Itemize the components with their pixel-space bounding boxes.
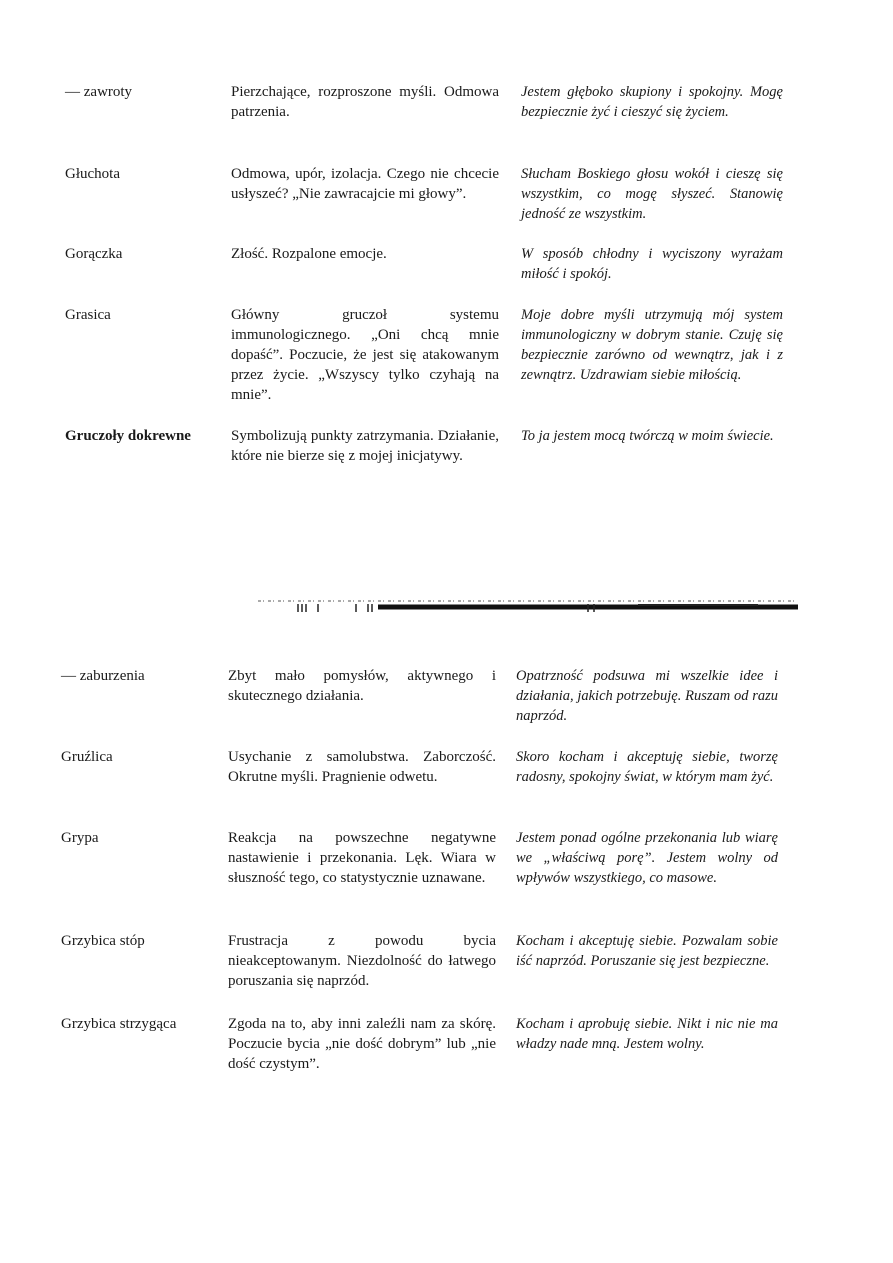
- entry-term: Grzybica strzygąca: [61, 1016, 177, 1032]
- entry-affirmation: To ja jestem mocą twórczą w moim świecie.: [521, 428, 774, 444]
- entry-cause: Zbyt mało pomysłów, aktywnego i skutecznego działania.: [228, 668, 496, 704]
- entry-affirmation: Kocham i aprobuję siebie. Nikt i nic nie ma władzy nade mną. Jestem wolny.: [516, 1016, 778, 1052]
- entry-affirmation: Skoro kocham i akceptuję siebie, tworzę radosny, spokojny świat, w którym mam żyć.: [516, 749, 778, 785]
- entry-cause: Odmowa, upór, izolacja. Czego nie chcecie usłyszeć? „Nie zawracajcie mi głowy”.: [231, 166, 499, 202]
- entry-term: Głuchota: [65, 166, 120, 182]
- entry-affirmation: Opatrzność podsuwa mi wszelkie idee i działania, jakich potrzebuję. Ruszam od razu naprzód.: [516, 668, 778, 724]
- entry-affirmation: Jestem ponad ogólne przekonania lub wiarę we „właściwą porę”. Jestem wolny od wpływów wszystkiego, co masowe.: [516, 830, 778, 886]
- page-break-divider: [258, 596, 798, 618]
- entry-term: Grypa: [61, 830, 99, 846]
- entry-term: — zawroty: [65, 84, 133, 100]
- entry-cause: Symbolizują punkty zatrzymania. Działanie, które nie bierze się z mojej inicjatywy.: [231, 428, 499, 464]
- entry-affirmation: Jestem głęboko skupiony i spokojny. Mogę bezpiecznie żyć i cieszyć się życiem.: [521, 84, 783, 120]
- entry-cause: Złość. Rozpalone emocje.: [231, 246, 387, 262]
- entry-term: Grasica: [65, 307, 111, 323]
- entry-cause: Frustracja z powodu bycia nieakceptowanym. Niezdolność do łatwego poruszania się naprzód.: [228, 933, 496, 989]
- entry-term: Gruczoły dokrewne: [65, 428, 191, 444]
- entry-cause: Reakcja na powszechne negatywne nastawienie i przekonania. Lęk. Wiara w słuszność tego, co statystycznie uznawane.: [228, 830, 496, 886]
- entry-cause: Zgoda na to, aby inni zaleźli nam za skórę. Poczucie bycia „nie dość dobrym” lub „nie dość czystym”.: [228, 1016, 496, 1072]
- entry-cause: Pierzchające, rozproszone myśli. Odmowa patrzenia.: [231, 84, 499, 120]
- entry-affirmation: W sposób chłodny i wyciszony wyrażam miłość i spokój.: [521, 246, 783, 282]
- entry-term: Grzybica stóp: [61, 933, 145, 949]
- entry-cause: Główny gruczoł systemu immunologicznego. „Oni chcą mnie dopaść”. Poczucie, że jest się atakowanym przez życie. „Wszyscy tylko czyhają na mnie”.: [231, 307, 499, 403]
- entry-cause: Usychanie z samolubstwa. Zaborczość. Okrutne myśli. Pragnienie odwetu.: [228, 749, 496, 785]
- entry-term: Gruźlica: [61, 749, 113, 765]
- entry-term: — zaburzenia: [61, 668, 145, 684]
- entry-affirmation: Kocham i akceptuję siebie. Pozwalam sobie iść naprzód. Poruszanie się jest bezpieczne.: [516, 933, 778, 969]
- entry-term: Gorączka: [65, 246, 123, 262]
- entry-affirmation: Moje dobre myśli utrzymują mój system immunologiczny w dobrym stanie. Czuję się bezpiecznie zarówno od wewnątrz, jak i z zewnątrz. Uzdrawiam siebie miłością.: [521, 307, 783, 383]
- entry-affirmation: Słucham Boskiego głosu wokół i cieszę się wszystkim, co mogę słyszeć. Stanowię jedność ze wszystkim.: [521, 166, 783, 222]
